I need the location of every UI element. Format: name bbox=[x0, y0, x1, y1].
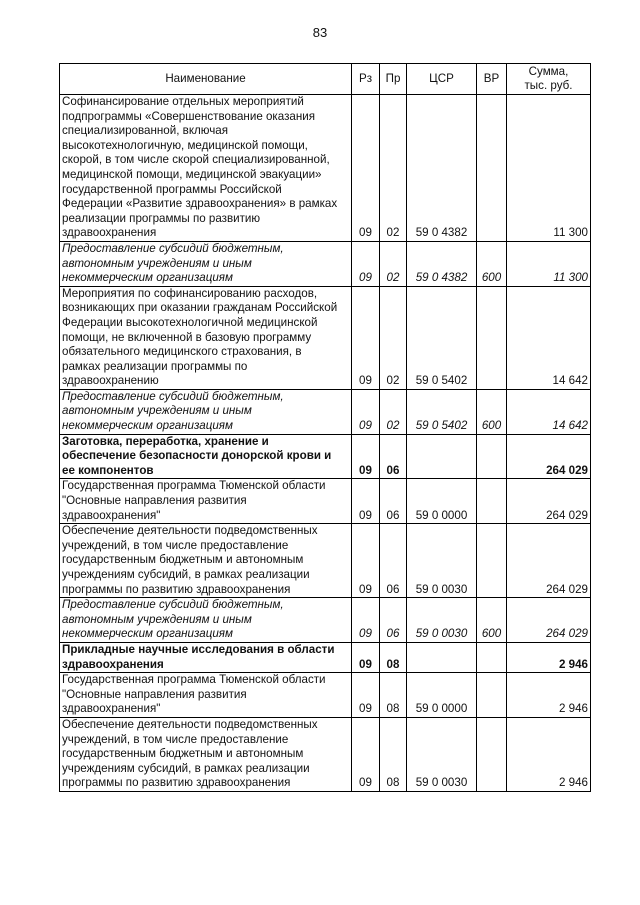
row-sum: 14 642 bbox=[507, 389, 591, 434]
row-csr: 59 0 0000 bbox=[407, 479, 477, 524]
row-csr bbox=[407, 434, 477, 479]
header-sum-line2: тыс. руб. bbox=[524, 79, 573, 92]
row-name: Предоставление субсидий бюджетным, автономным учреждениям и иным некоммерческим организациям bbox=[60, 241, 352, 286]
row-vr bbox=[477, 642, 507, 672]
row-pr: 06 bbox=[380, 479, 407, 524]
row-csr: 59 0 0030 bbox=[407, 598, 477, 643]
row-pr: 06 bbox=[380, 524, 407, 598]
row-rz: 09 bbox=[352, 434, 380, 479]
header-rz: Рз bbox=[352, 64, 380, 95]
row-sum: 14 642 bbox=[507, 286, 591, 389]
table-row bbox=[60, 642, 591, 672]
row-name: Предоставление субсидий бюджетным, автономным учреждениям и иным некоммерческим организациям bbox=[60, 598, 352, 643]
page-number: 83 bbox=[312, 25, 328, 40]
row-csr: 59 0 5402 bbox=[407, 389, 477, 434]
row-rz: 09 bbox=[352, 673, 380, 718]
row-rz: 09 bbox=[352, 479, 380, 524]
row-pr: 08 bbox=[380, 673, 407, 718]
row-name: Обеспечение деятельности подведомственных учреждений, в том числе предоставление государственным бюджетным и автономным учреждениям субсидий, в рамках реализации программы по развитию здравоохранения bbox=[60, 524, 352, 598]
row-pr: 02 bbox=[380, 241, 407, 286]
table-row bbox=[60, 95, 591, 242]
row-name: Прикладные научные исследования в области здравоохранения bbox=[60, 642, 352, 672]
row-pr: 08 bbox=[380, 642, 407, 672]
row-name: Заготовка, переработка, хранение и обеспечение безопасности донорской крови и ее компонентов bbox=[60, 434, 352, 479]
row-rz: 09 bbox=[352, 598, 380, 643]
table-row bbox=[60, 524, 591, 598]
row-csr: 59 0 4382 bbox=[407, 241, 477, 286]
header-name: Наименование bbox=[60, 64, 352, 95]
row-csr: 59 0 0030 bbox=[407, 524, 477, 598]
row-sum: 264 029 bbox=[507, 598, 591, 643]
row-name: Предоставление субсидий бюджетным, автономным учреждениям и иным некоммерческим организациям bbox=[60, 389, 352, 434]
row-sum: 2 946 bbox=[507, 642, 591, 672]
row-rz: 09 bbox=[352, 241, 380, 286]
row-name: Государственная программа Тюменской области "Основные направления развития здравоохранения" bbox=[60, 479, 352, 524]
row-pr: 02 bbox=[380, 286, 407, 389]
row-sum: 2 946 bbox=[507, 673, 591, 718]
row-pr: 02 bbox=[380, 95, 407, 242]
row-name: Мероприятия по софинансированию расходов, возникающих при оказании гражданам Российской Федерации высокотехнологичной медицинской помощи, не включенной в базовую программу обязательного медицинского страхования, в рамках реализации программы по здравоохранению bbox=[60, 286, 352, 389]
table-row bbox=[60, 434, 591, 479]
row-pr: 08 bbox=[380, 717, 407, 791]
row-sum: 264 029 bbox=[507, 524, 591, 598]
table-row bbox=[60, 286, 591, 389]
header-pr: Пр bbox=[380, 64, 407, 95]
row-vr bbox=[477, 286, 507, 389]
row-vr: 600 bbox=[477, 241, 507, 286]
row-sum: 264 029 bbox=[507, 434, 591, 479]
row-vr bbox=[477, 673, 507, 718]
row-rz: 09 bbox=[352, 95, 380, 242]
header-sum bbox=[507, 64, 591, 95]
row-vr bbox=[477, 95, 507, 242]
row-csr: 59 0 4382 bbox=[407, 95, 477, 242]
row-name: Государственная программа Тюменской области "Основные направления развития здравоохранения" bbox=[60, 673, 352, 718]
row-rz: 09 bbox=[352, 717, 380, 791]
row-rz: 09 bbox=[352, 286, 380, 389]
row-name: Обеспечение деятельности подведомственных учреждений, в том числе предоставление государственным бюджетным и автономным учреждениям субсидий, в рамках реализации программы по развитию здравоохранения bbox=[60, 717, 352, 791]
header-csr: ЦСР bbox=[407, 64, 477, 95]
table-row bbox=[60, 717, 591, 791]
header-vr: ВР bbox=[477, 64, 507, 95]
row-csr: 59 0 0030 bbox=[407, 717, 477, 791]
table-row bbox=[60, 598, 591, 643]
row-rz: 09 bbox=[352, 524, 380, 598]
row-pr: 02 bbox=[380, 389, 407, 434]
table-header-row bbox=[60, 64, 591, 95]
row-pr: 06 bbox=[380, 434, 407, 479]
table-row bbox=[60, 389, 591, 434]
row-vr bbox=[477, 434, 507, 479]
budget-table bbox=[59, 63, 591, 792]
row-sum: 2 946 bbox=[507, 717, 591, 791]
row-csr: 59 0 0000 bbox=[407, 673, 477, 718]
table-row bbox=[60, 241, 591, 286]
row-sum: 264 029 bbox=[507, 479, 591, 524]
table-row bbox=[60, 673, 591, 718]
row-vr bbox=[477, 717, 507, 791]
row-sum: 11 300 bbox=[507, 95, 591, 242]
row-sum: 11 300 bbox=[507, 241, 591, 286]
row-vr: 600 bbox=[477, 598, 507, 643]
header-sum-line1: Сумма, bbox=[528, 65, 569, 78]
row-csr: 59 0 5402 bbox=[407, 286, 477, 389]
row-csr bbox=[407, 642, 477, 672]
row-pr: 06 bbox=[380, 598, 407, 643]
row-vr: 600 bbox=[477, 389, 507, 434]
row-vr bbox=[477, 479, 507, 524]
row-rz: 09 bbox=[352, 642, 380, 672]
row-name: Софинансирование отдельных мероприятий подпрограммы «Совершенствование оказания специализированной, включая высокотехнологичную, медицинской помощи, скорой, в том числе скорой специализированной, медицинской помощи, медицинской эвакуации» государственной программы Российской Федерации «Развитие здравоохранения» в рамках реализации программы по развитию здравоохранения bbox=[60, 95, 352, 242]
row-vr bbox=[477, 524, 507, 598]
row-rz: 09 bbox=[352, 389, 380, 434]
table-row bbox=[60, 479, 591, 524]
